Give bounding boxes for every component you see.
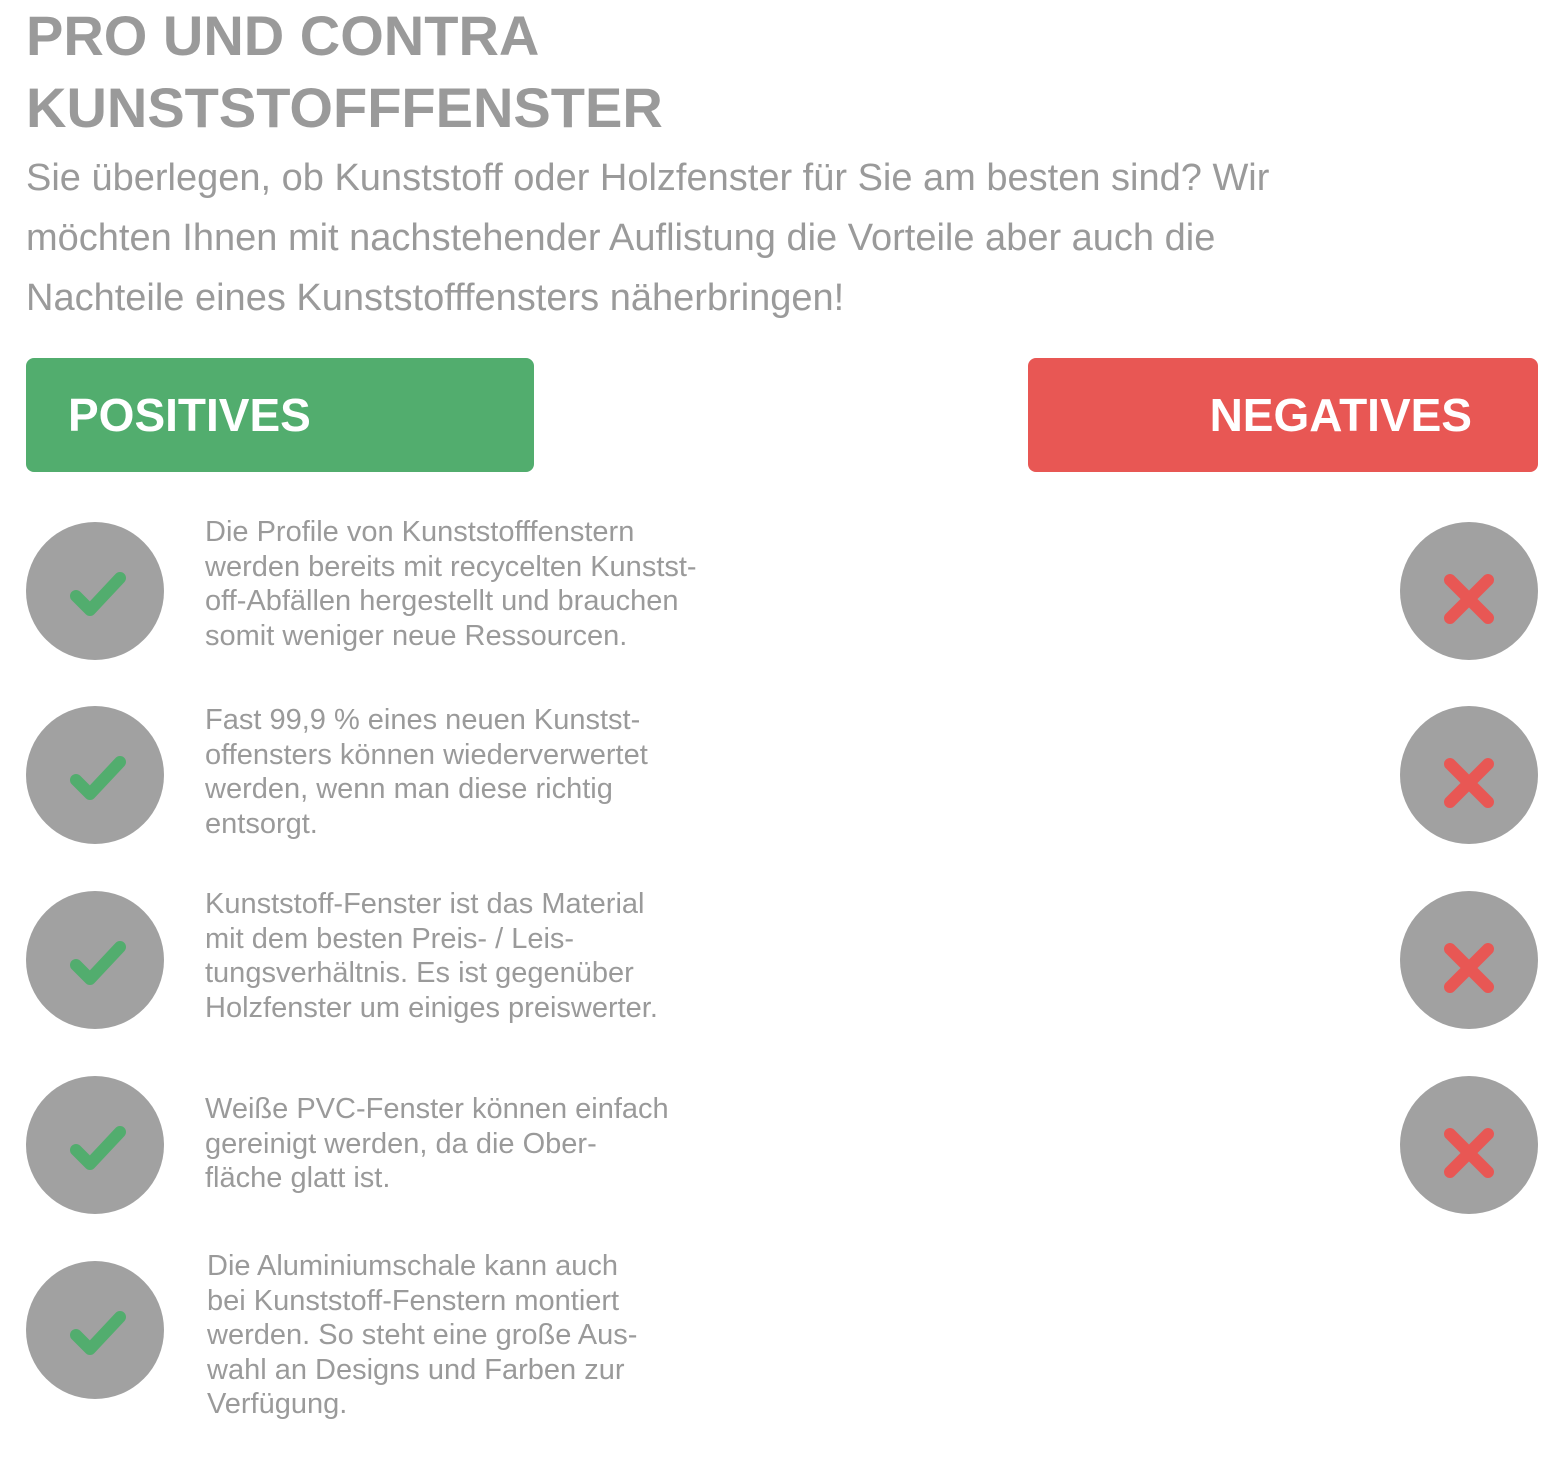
positive-item-text: Die Profile von Kunststofffenstern werden bereits mit recycelten Kunstst- off-Abfällen hergestellt und brauchen somit weniger neue Ressourcen.	[205, 516, 697, 652]
positive-item-text: Kunststoff-Fenster ist das Material mit dem besten Preis- / Leis- tungsverhältnis. Es ist gegenüber Holzfenster um einiges preiswerter.	[205, 888, 658, 1024]
check-icon	[26, 891, 164, 1029]
page-title	[26, 0, 1226, 144]
check-icon	[26, 522, 164, 660]
page-title-line-1: PRO UND CONTRA	[26, 4, 540, 67]
cross-icon	[1400, 522, 1538, 660]
check-icon	[26, 1076, 164, 1214]
check-icon	[26, 1261, 164, 1399]
check-icon	[26, 706, 164, 844]
page-title-line-2: KUNSTSTOFFFENSTER	[26, 76, 663, 139]
intro-text: Sie überlegen, ob Kunststoff oder Holzfenster für Sie am besten sind? Wir möchten Ihnen mit nachstehender Auflistung die Vorteile aber auch die Nachteile eines Kunststofffensters näherbringen!	[26, 157, 1270, 319]
cross-icon	[1400, 891, 1538, 1029]
negatives-header: NEGATIVES	[1028, 358, 1538, 472]
positive-item-text: Die Aluminiumschale kann auch bei Kunststoff-Fenstern montiert werden. So steht eine große Aus- wahl an Designs und Farben zur Verfügung.	[207, 1250, 638, 1420]
cross-icon	[1400, 1076, 1538, 1214]
positive-item-text: Weiße PVC-Fenster können einfach gereinigt werden, da die Ober- fläche glatt ist.	[205, 1093, 669, 1194]
positives-header: POSITIVES	[26, 358, 534, 472]
positive-item-text: Fast 99,9 % eines neuen Kunstst- offensters können wiederverwertet werden, wenn man diese richtig entsorgt.	[205, 704, 648, 840]
cross-icon	[1400, 706, 1538, 844]
